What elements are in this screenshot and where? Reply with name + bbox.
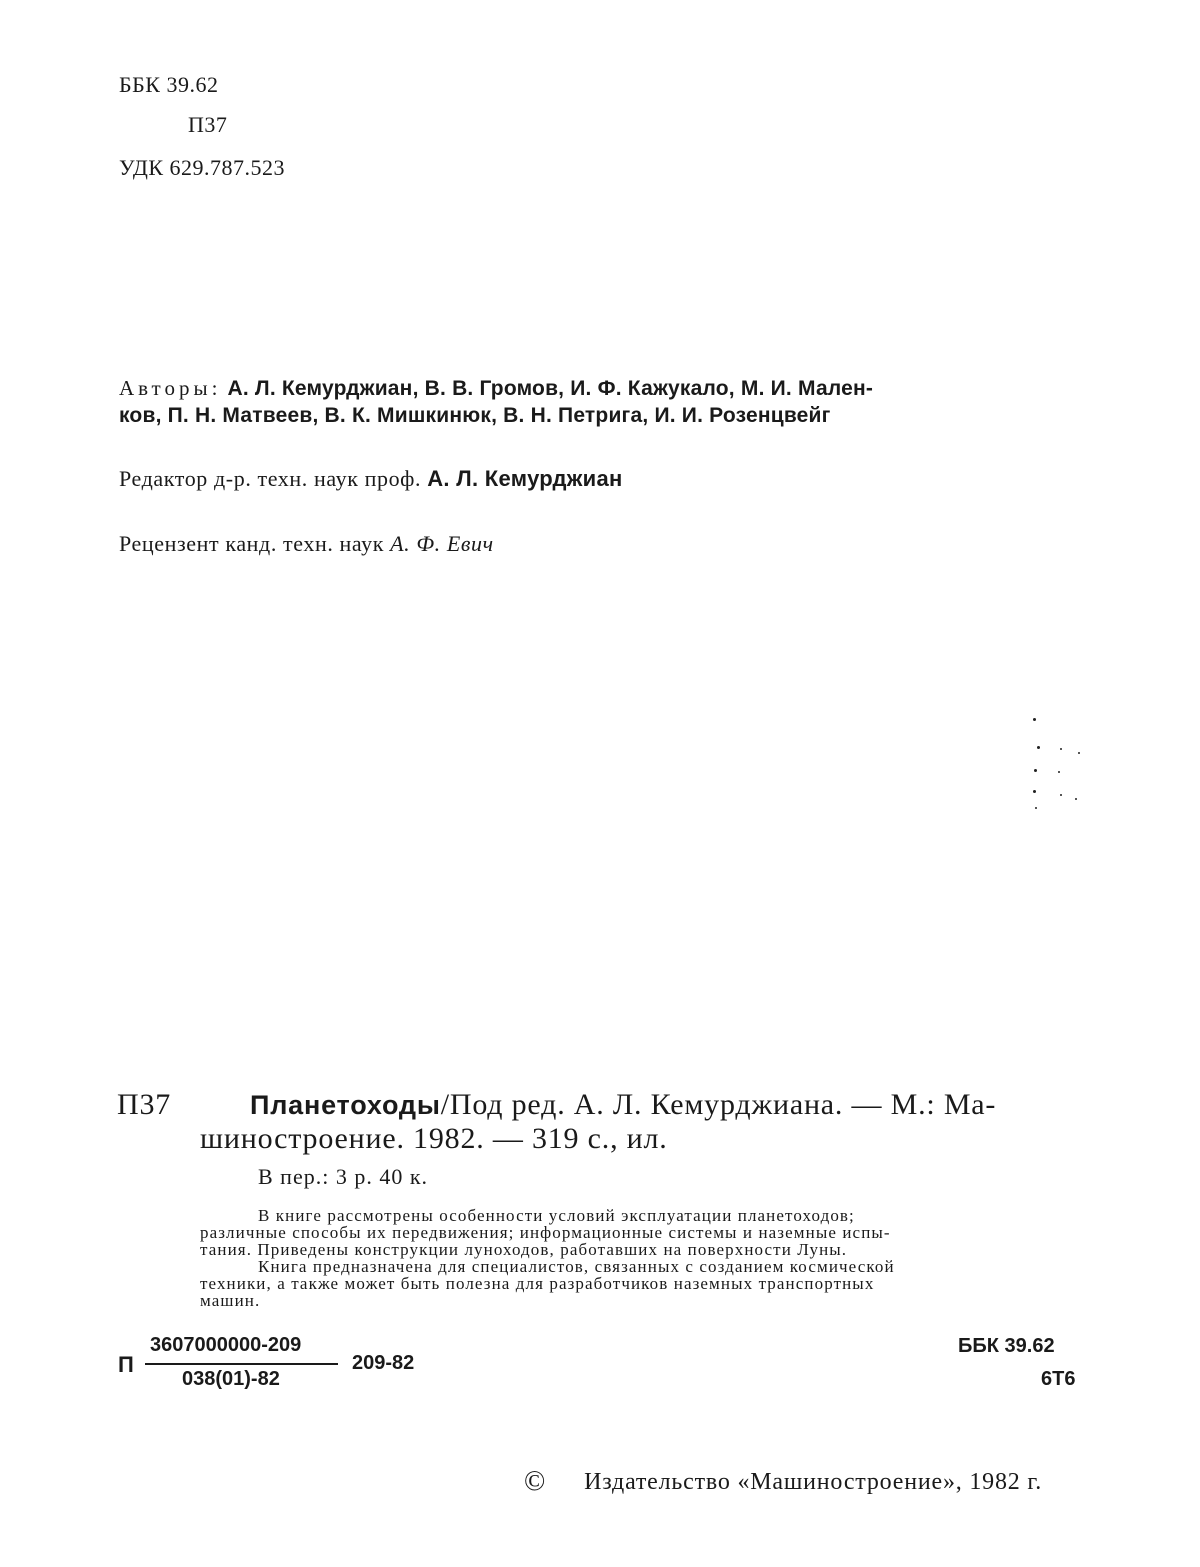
copyright-line — [524, 1465, 1042, 1497]
bbk-subcode-bottom: 6Т6 — [1041, 1368, 1076, 1390]
entry-line-2: шиностроение. 1982. — 319 с., ил. — [200, 1122, 668, 1155]
copyright-text: Издательство «Машиностроение», 1982 г. — [584, 1469, 1043, 1495]
reviewer-line — [119, 531, 494, 557]
udk-code: УДК 629.787.523 — [119, 155, 286, 180]
bbk-code-top: ББК 39.62 — [119, 72, 219, 97]
authors-line-2: ков, П. Н. Матвеев, В. К. Мишкинюк, В. Н. Петрига, И. И. Розенцвейг — [119, 404, 831, 427]
scan-specks — [1020, 710, 1100, 820]
bbk-code-bottom: ББК 39.62 — [958, 1335, 1055, 1357]
annotation-line: машин. — [200, 1291, 261, 1310]
price: В пер.: 3 р. 40 к. — [258, 1164, 429, 1189]
fraction-letter: П — [118, 1352, 134, 1377]
authors-line-1 — [119, 376, 873, 401]
editor-line — [119, 466, 623, 492]
annotation-line: различные способы их передвижения; информационные системы и наземные испы- — [200, 1223, 891, 1242]
reviewer-name: А. Ф. Евич — [390, 531, 494, 556]
authors-label: Авторы: — [119, 376, 222, 400]
copyright-icon: © — [524, 1466, 547, 1497]
fraction-line — [145, 1363, 338, 1365]
reviewer-prefix: Рецензент канд. техн. наук — [119, 531, 385, 556]
editor-prefix: Редактор д-р. техн. наук проф. — [119, 466, 422, 491]
annotation-line: Книга предназначена для специалистов, связанных с созданием космической — [258, 1257, 895, 1276]
editor-name: А. Л. Кемурджиан — [427, 466, 623, 491]
fraction-numerator: 3607000000-209 — [150, 1334, 302, 1356]
entry-code: П37 — [117, 1088, 172, 1121]
fraction-denominator: 038(01)-82 — [182, 1368, 280, 1390]
fraction-right-code: 209-82 — [352, 1352, 415, 1374]
annotation-line: тания. Приведены конструкции луноходов, работавших на поверхности Луны. — [200, 1240, 848, 1259]
annotation-line: техники, а также может быть полезна для разработчиков наземных транспортных — [200, 1274, 875, 1293]
authors-names-1: А. Л. Кемурджиан, В. В. Громов, И. Ф. Кажукало, М. И. Мален- — [227, 377, 874, 400]
book-title: Планетоходы — [250, 1090, 441, 1120]
author-code-top: П37 — [188, 112, 228, 137]
entry-rest-1: /Под ред. А. Л. Кемурджиана. — М.: Ма- — [440, 1088, 997, 1121]
entry-line-1 — [250, 1088, 996, 1122]
annotation-line: В книге рассмотрены особенности условий эксплуатации планетоходов; — [258, 1206, 855, 1225]
